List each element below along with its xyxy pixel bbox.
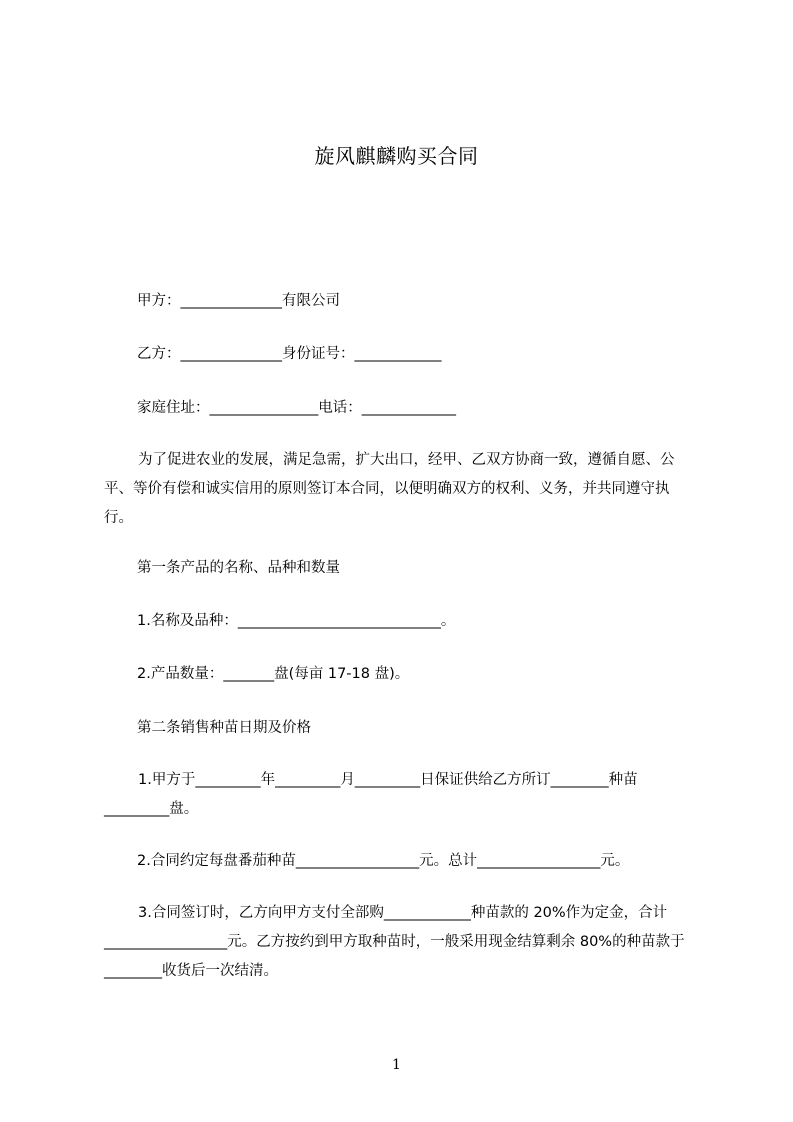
document-title: 旋风麒麟购买合同 [314,144,479,168]
intro-paragraph: 为了促进农业的发展，满足急需，扩大出口，经甲、乙双方协商一致，遵循自愿、公平、等价有偿和诚实信用的原则签订本合同，以便明确双方的权利、义务，并共同遵守执行。 [104,452,675,526]
article-1-item-1: 1.名称及品种：____________________________。 [137,613,456,629]
article-2-item-1: 1.甲方于_________年_________月_________日保证供给乙方所订________种苗_________盘。 [104,772,638,817]
party-a-line: 甲方：______________有限公司 [137,293,340,309]
article-1-heading: 第一条产品的名称、品种和数量 [137,560,340,576]
article-1-item-2: 2.产品数量：_______盘(每亩 17-18 盘)。 [137,666,410,682]
address-line: 家庭住址：_______________电话：_____________ [137,400,456,416]
party-b-line: 乙方：______________身份证号：____________ [137,346,442,362]
article-2-heading: 第二条销售种苗日期及价格 [137,720,311,736]
page-number: 1 [392,1057,401,1073]
article-2-item-2: 2.合同约定每盘番茄种苗_________________元。总计_________________元。 [137,853,630,869]
article-2-item-3: 3.合同签订时，乙方向甲方支付全部购____________种苗款的 20%作为定金，合计_________________元。乙方按约到甲方取种苗时，一般采用现金结算剩余 80%的种苗款于________收货后一次结清。 [104,905,685,979]
